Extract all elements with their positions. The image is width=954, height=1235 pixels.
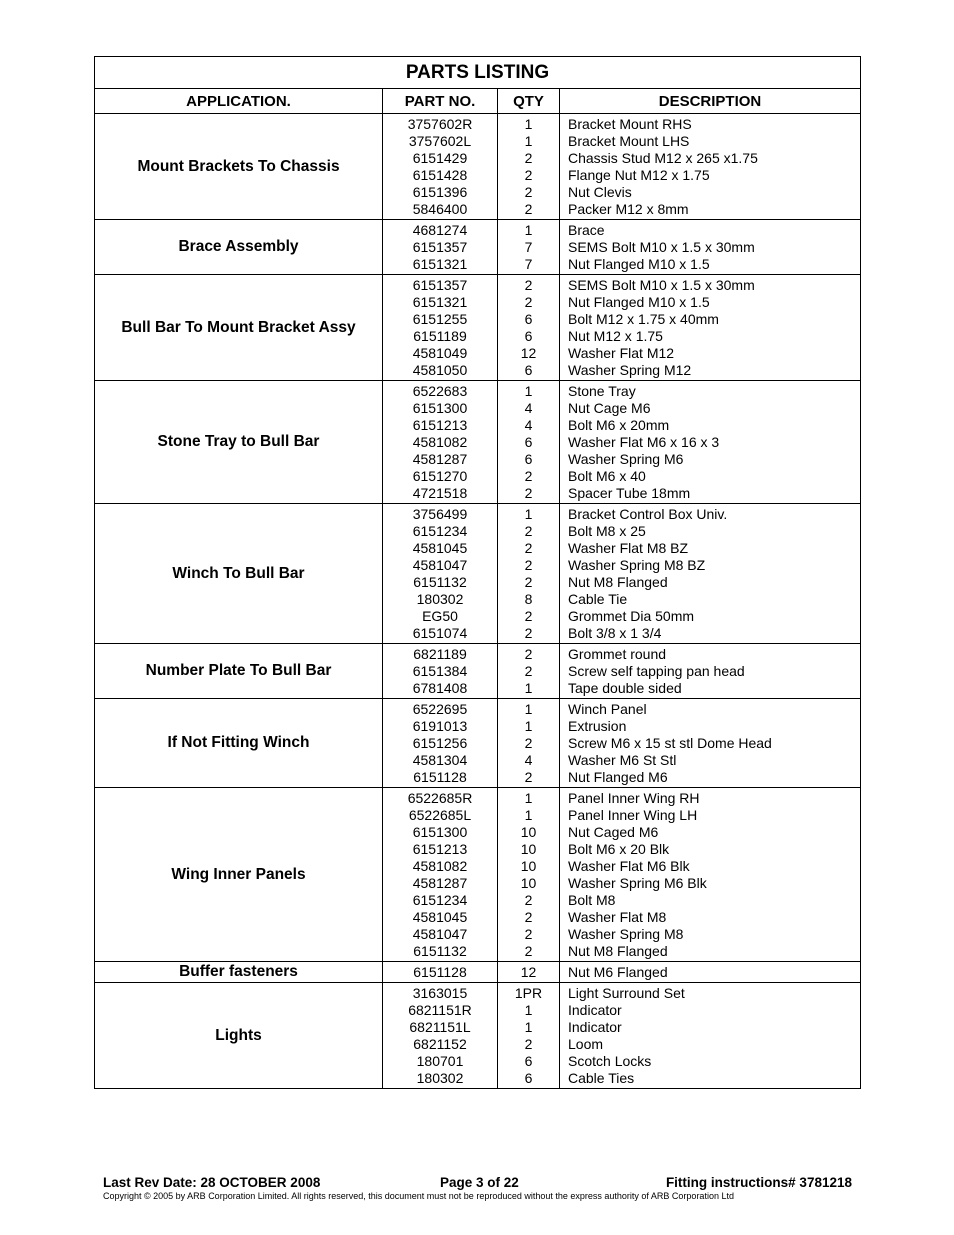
description: Panel Inner Wing LH (568, 807, 698, 823)
part-number: 4581045 (412, 540, 468, 556)
table-row (95, 962, 861, 983)
part-number-cell (383, 220, 498, 275)
description-cell (560, 699, 861, 788)
description-cell (560, 788, 861, 962)
description: Washer Spring M6 (568, 451, 684, 467)
description: Washer Flat M8 BZ (568, 540, 689, 556)
quantity: 12 (520, 964, 537, 980)
part-number: 4581050 (412, 362, 468, 378)
part-number: 6191013 (412, 718, 468, 734)
quantity: 6 (524, 311, 533, 327)
description: Nut M6 Flanged (568, 964, 668, 980)
description: Washer Flat M8 (568, 909, 667, 925)
quantity: 1 (524, 116, 533, 132)
part-number: 4581047 (412, 926, 468, 942)
part-number: 6522683 (412, 383, 468, 399)
description: Washer Spring M6 Blk (568, 875, 707, 891)
application-cell: Mount Brackets To Chassis (95, 114, 383, 220)
quantity: 2 (524, 663, 533, 679)
table-row (95, 504, 861, 644)
part-number-cell (383, 983, 498, 1089)
description-cell (560, 275, 861, 381)
part-number: 180302 (416, 1070, 464, 1086)
application-cell: Stone Tray to Bull Bar (95, 381, 383, 504)
application-cell: Winch To Bull Bar (95, 504, 383, 644)
part-number: 6151357 (412, 239, 468, 255)
description-cell (560, 644, 861, 699)
description: Nut Clevis (568, 184, 632, 200)
part-number: 4581287 (412, 875, 468, 891)
quantity: 1 (524, 1019, 533, 1035)
part-number: 180701 (416, 1053, 464, 1069)
part-number: 6151234 (412, 523, 468, 539)
quantity: 2 (524, 523, 533, 539)
description: Tape double sided (568, 680, 682, 696)
quantity-cell (498, 788, 560, 962)
description: Nut M8 Flanged (568, 943, 668, 959)
table-row (95, 275, 861, 381)
description: Nut Flanged M10 x 1.5 (568, 294, 710, 310)
part-number: 6821152 (413, 1036, 467, 1052)
quantity-cell (498, 114, 560, 220)
quantity: 2 (524, 943, 533, 959)
part-number: 6151270 (412, 468, 468, 484)
description: Bolt M12 x 1.75 x 40mm (568, 311, 719, 327)
part-number: 4581045 (412, 909, 468, 925)
table-title: PARTS LISTING (95, 57, 861, 89)
quantity-cell (498, 983, 560, 1089)
application-cell: Buffer fasteners (95, 962, 383, 983)
quantity: 1 (524, 718, 533, 734)
part-number: 3757602R (407, 116, 473, 132)
header-description: DESCRIPTION (560, 89, 861, 114)
quantity: 2 (524, 1036, 533, 1052)
description: Washer Spring M8 (568, 926, 684, 942)
application-cell: If Not Fitting Winch (95, 699, 383, 788)
part-number: 4721518 (412, 485, 468, 501)
fitting-instructions-ref: Fitting instructions# 3781218 (665, 1175, 852, 1190)
description: Flange Nut M12 x 1.75 (568, 167, 710, 183)
quantity: 2 (524, 625, 533, 641)
part-number: 5846400 (412, 201, 468, 217)
part-number: 6151428 (412, 167, 468, 183)
table-row (95, 788, 861, 962)
description: Nut Flanged M6 (568, 769, 668, 785)
quantity: 4 (524, 400, 533, 416)
description: Nut Caged M6 (568, 824, 659, 840)
quantity: 1PR (514, 985, 543, 1001)
table-row (95, 983, 861, 1089)
description: Brace (568, 222, 605, 238)
part-number: 6151189 (413, 328, 467, 344)
description: Bracket Mount LHS (568, 133, 690, 149)
description: Bolt M8 x 25 (568, 523, 646, 539)
quantity: 10 (520, 841, 537, 857)
quantity: 1 (524, 680, 533, 696)
description-cell (560, 114, 861, 220)
description: Washer Flat M6 x 16 x 3 (568, 434, 720, 450)
part-number: 6151256 (412, 735, 468, 751)
description: Washer Flat M12 (568, 345, 675, 361)
description: Nut M12 x 1.75 (568, 328, 663, 344)
description: Screw M6 x 15 st stl Dome Head (568, 735, 772, 751)
part-number: 6151132 (413, 943, 467, 959)
part-number: 4581287 (412, 451, 468, 467)
description: Cable Tie (568, 591, 628, 607)
part-number: 6151321 (412, 256, 468, 272)
part-number: 6522695 (412, 701, 468, 717)
header-qty: QTY (498, 89, 560, 114)
description: Grommet round (568, 646, 667, 662)
quantity: 6 (524, 362, 533, 378)
description: Light Surround Set (568, 985, 685, 1001)
part-number: 6821151L (409, 1019, 471, 1035)
table-row (95, 699, 861, 788)
header-part-no: PART NO. (383, 89, 498, 114)
page-footer (103, 1175, 855, 1201)
application-cell: Brace Assembly (95, 220, 383, 275)
application-cell: Lights (95, 983, 383, 1089)
part-number: 6151213 (412, 417, 468, 433)
page-number: Page 3 of 22 (440, 1175, 519, 1190)
part-number: 4581304 (412, 752, 468, 768)
part-number: 6151300 (412, 400, 468, 416)
description: Washer Spring M12 (568, 362, 692, 378)
application-cell: Wing Inner Panels (95, 788, 383, 962)
quantity: 1 (524, 701, 533, 717)
description: Nut Flanged M10 x 1.5 (568, 256, 710, 272)
description: Indicator (568, 1019, 622, 1035)
part-number: 6151396 (412, 184, 468, 200)
description: Screw self tapping pan head (568, 663, 745, 679)
part-number: 4681274 (412, 222, 468, 238)
description: Panel Inner Wing RH (568, 790, 700, 806)
quantity: 2 (524, 557, 533, 573)
part-number: EG50 (422, 608, 458, 624)
quantity: 2 (524, 769, 533, 785)
quantity: 2 (524, 468, 533, 484)
table-row (95, 114, 861, 220)
application-cell: Bull Bar To Mount Bracket Assy (95, 275, 383, 381)
description: Bolt M6 x 20mm (568, 417, 670, 433)
part-number: 6151234 (412, 892, 468, 908)
description: Scotch Locks (568, 1053, 652, 1069)
description: Grommet Dia 50mm (568, 608, 695, 624)
part-number: 4581082 (412, 434, 468, 450)
description: Washer M6 St Stl (568, 752, 677, 768)
description: Cable Ties (568, 1070, 635, 1086)
description: Bolt 3/8 x 1 3/4 (568, 625, 662, 641)
part-number: 6522685L (408, 807, 472, 823)
part-number: 6151132 (413, 574, 467, 590)
quantity-cell (498, 220, 560, 275)
part-number: 6151074 (412, 625, 468, 641)
parts-groups (95, 114, 861, 1089)
description: Bracket Mount RHS (568, 116, 692, 132)
last-rev-date: Last Rev Date: 28 OCTOBER 2008 (103, 1175, 321, 1190)
part-number: 6151128 (413, 964, 467, 980)
description: Extrusion (568, 718, 627, 734)
quantity: 10 (520, 875, 537, 891)
description: Bolt M8 (568, 892, 616, 908)
part-number: 6151300 (412, 824, 468, 840)
application-cell: Number Plate To Bull Bar (95, 644, 383, 699)
parts-listing-table (94, 56, 861, 1089)
description: Stone Tray (568, 383, 636, 399)
description: Washer Flat M6 Blk (568, 858, 690, 874)
quantity: 4 (524, 417, 533, 433)
part-number: 4581049 (412, 345, 468, 361)
quantity: 2 (524, 294, 533, 310)
quantity-cell (498, 275, 560, 381)
part-number: 6151357 (412, 277, 468, 293)
description: SEMS Bolt M10 x 1.5 x 30mm (568, 277, 755, 293)
quantity-cell (498, 381, 560, 504)
description: Nut M8 Flanged (568, 574, 668, 590)
part-number: 6821189 (413, 646, 467, 662)
header-application: APPLICATION. (95, 89, 383, 114)
part-number: 6781408 (412, 680, 468, 696)
part-number: 6151128 (413, 769, 467, 785)
description: Bolt M6 x 20 Blk (568, 841, 670, 857)
quantity: 6 (524, 434, 533, 450)
quantity-cell (498, 962, 560, 983)
quantity: 1 (524, 506, 533, 522)
part-number: 6821151R (408, 1002, 472, 1018)
quantity: 1 (524, 133, 533, 149)
part-number: 3163015 (412, 985, 468, 1001)
quantity: 1 (524, 790, 533, 806)
description-cell (560, 962, 861, 983)
quantity: 10 (520, 824, 537, 840)
description: Spacer Tube 18mm (568, 485, 691, 501)
quantity: 6 (524, 328, 533, 344)
description: Bracket Control Box Univ. (568, 506, 728, 522)
quantity-cell (498, 644, 560, 699)
quantity: 6 (524, 1053, 533, 1069)
description-cell (560, 220, 861, 275)
quantity: 1 (524, 222, 533, 238)
description: Nut Cage M6 (568, 400, 651, 416)
quantity-cell (498, 504, 560, 644)
part-number: 3756499 (412, 506, 468, 522)
quantity: 7 (524, 239, 533, 255)
part-number-cell (383, 788, 498, 962)
description: Bolt M6 x 40 (568, 468, 646, 484)
description-cell (560, 504, 861, 644)
quantity: 2 (524, 608, 533, 624)
description: Winch Panel (568, 701, 647, 717)
quantity: 2 (524, 892, 533, 908)
description: Washer Spring M8 BZ (568, 557, 706, 573)
description-cell (560, 983, 861, 1089)
quantity: 6 (524, 451, 533, 467)
part-number-cell (383, 962, 498, 983)
part-number-cell (383, 504, 498, 644)
quantity: 6 (524, 1070, 533, 1086)
part-number: 180302 (416, 591, 464, 607)
part-number: 4581082 (412, 858, 468, 874)
quantity: 7 (524, 256, 533, 272)
quantity: 2 (524, 184, 533, 200)
part-number-cell (383, 644, 498, 699)
part-number-cell (383, 381, 498, 504)
quantity: 1 (524, 383, 533, 399)
description-cell (560, 381, 861, 504)
part-number: 6151255 (412, 311, 468, 327)
table-row (95, 381, 861, 504)
quantity: 1 (524, 807, 533, 823)
table-row (95, 644, 861, 699)
part-number: 6151213 (412, 841, 468, 857)
quantity: 2 (524, 201, 533, 217)
part-number: 3757602L (408, 133, 472, 149)
part-number: 6151384 (412, 663, 468, 679)
quantity: 1 (524, 1002, 533, 1018)
quantity: 2 (524, 150, 533, 166)
quantity-cell (498, 699, 560, 788)
quantity: 2 (524, 277, 533, 293)
part-number: 4581047 (412, 557, 468, 573)
description: Indicator (568, 1002, 622, 1018)
quantity: 12 (520, 345, 537, 361)
quantity: 2 (524, 540, 533, 556)
quantity: 10 (520, 858, 537, 874)
quantity: 4 (524, 752, 533, 768)
part-number: 6522685R (407, 790, 473, 806)
header-row (95, 89, 861, 114)
description: Chassis Stud M12 x 265 x1.75 (568, 150, 758, 166)
part-number: 6151321 (412, 294, 468, 310)
description: Loom (568, 1036, 604, 1052)
description: SEMS Bolt M10 x 1.5 x 30mm (568, 239, 755, 255)
quantity: 2 (524, 646, 533, 662)
description: Packer M12 x 8mm (568, 201, 689, 217)
quantity: 2 (524, 909, 533, 925)
quantity: 2 (524, 485, 533, 501)
copyright-notice: Copyright © 2005 by ARB Corporation Limited. All rights reserved, this document must not be reproduced without the express authority of ARB Corporation Ltd (103, 1191, 734, 1201)
table-row (95, 220, 861, 275)
quantity: 2 (524, 574, 533, 590)
part-number-cell (383, 699, 498, 788)
part-number-cell (383, 114, 498, 220)
quantity: 2 (524, 735, 533, 751)
quantity: 2 (524, 167, 533, 183)
quantity: 2 (524, 926, 533, 942)
quantity: 8 (524, 591, 533, 607)
part-number: 6151429 (412, 150, 468, 166)
part-number-cell (383, 275, 498, 381)
